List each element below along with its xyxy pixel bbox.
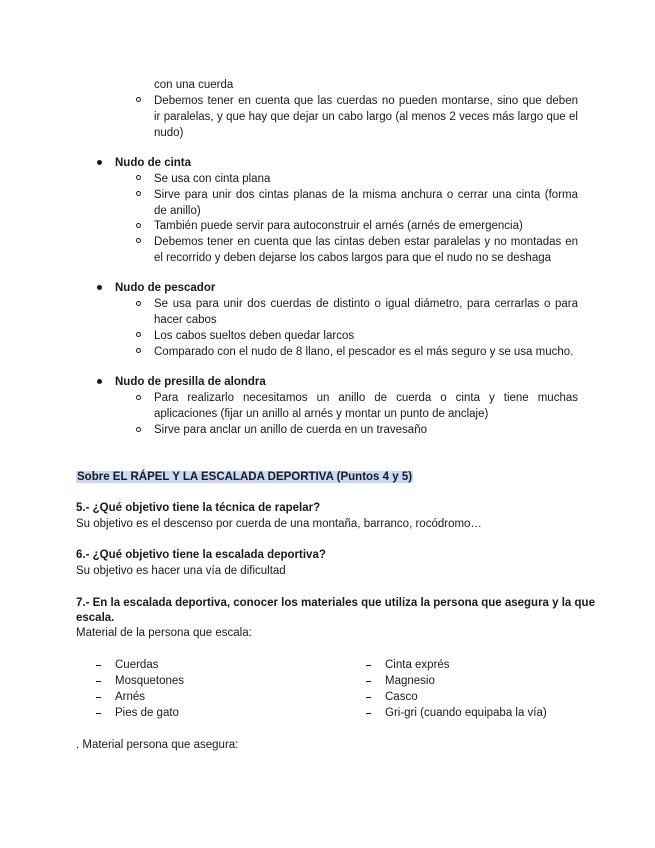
- list-item: Casco: [385, 691, 418, 703]
- text-line: nudo): [154, 127, 184, 139]
- text-line: ir paralelas, y que hay que dejar un cabo largo (al menos 2 veces más largo que el: [154, 111, 578, 123]
- circle-bullet-icon: [136, 191, 141, 196]
- text-line: Sirve para unir dos cintas planas de la misma anchura o cerrar una cinta (forma: [154, 189, 578, 201]
- dash-bullet-icon: [96, 665, 101, 666]
- list-item: Pies de gato: [115, 707, 179, 719]
- question-5: 5.- ¿Qué objetivo tiene la técnica de rapelar?: [76, 502, 321, 514]
- section-heading-text: Sobre EL RÁPEL Y LA ESCALADA DEPORTIVA (Puntos 4 y 5): [77, 471, 413, 483]
- list-item: Mosquetones: [115, 675, 185, 687]
- disc-bullet-icon: [97, 285, 102, 290]
- dash-bullet-icon: [366, 713, 371, 714]
- list-item: Magnesio: [385, 675, 435, 687]
- circle-bullet-icon: [136, 238, 141, 243]
- circle-bullet-icon: [136, 223, 141, 228]
- dash-bullet-icon: [366, 681, 371, 682]
- section-heading: [76, 470, 413, 485]
- list-item: Cuerdas: [115, 659, 159, 671]
- list-item: Arnés: [115, 691, 146, 703]
- text-line: Los cabos sueltos deben quedar larcos: [154, 330, 355, 342]
- disc-bullet-icon: [97, 160, 102, 165]
- circle-bullet-icon: [136, 301, 141, 306]
- answer-6: Su objetivo es hacer una vía de dificultad: [76, 565, 286, 577]
- disc-bullet-icon: [97, 379, 102, 384]
- text-line: Se usa con cinta plana: [154, 173, 271, 185]
- knot-title-cinta: Nudo de cinta: [115, 157, 192, 169]
- question-7-cont: escala.: [76, 612, 115, 624]
- text-line: aplicaciones (fijar un anillo al arnés y montar un punto de anclaje): [154, 408, 489, 420]
- materials-intro: Material de la persona que escala:: [76, 627, 252, 639]
- circle-bullet-icon: [136, 97, 141, 102]
- knot-title-presilla: Nudo de presilla de alondra: [115, 376, 266, 388]
- text-line: hacer cabos: [154, 314, 217, 326]
- text-line: de anillo): [154, 205, 201, 217]
- materials-outro: . Material persona que asegura:: [76, 739, 239, 751]
- text-line: Se usa para unir dos cuerdas de distinto o igual diámetro, para cerrarlas o para: [154, 298, 578, 310]
- text-line: Comparado con el nudo de 8 llano, el pescador es el más seguro y se usa mucho.: [154, 346, 574, 358]
- text-line: Debemos tener en cuenta que las cuerdas no pueden montarse, sino que deben: [154, 95, 578, 107]
- text-line: Sirve para anclar un anillo de cuerda en un travesaño: [154, 424, 427, 436]
- dash-bullet-icon: [366, 665, 371, 666]
- circle-bullet-icon: [136, 175, 141, 180]
- question-7: 7.- En la escalada deportiva, conocer los materiales que utiliza la persona que asegura y la que: [76, 597, 595, 609]
- dash-bullet-icon: [366, 697, 371, 698]
- circle-bullet-icon: [136, 395, 141, 400]
- text-line: el recorrido y deben dejarse los cabos largos para que el nudo no se deshaga: [154, 252, 552, 264]
- dash-bullet-icon: [96, 681, 101, 682]
- question-6: 6.- ¿Qué objetivo tiene la escalada deportiva?: [76, 549, 326, 561]
- text-line: con una cuerda: [154, 79, 234, 91]
- dash-bullet-icon: [96, 697, 101, 698]
- list-item: Gri-gri (cuando equipaba la vía): [385, 707, 547, 719]
- text-line: También puede servir para autoconstruir el arnés (arnés de emergencia): [154, 220, 523, 232]
- circle-bullet-icon: [136, 348, 141, 353]
- dash-bullet-icon: [96, 713, 101, 714]
- answer-5: Su objetivo es el descenso por cuerda de una montaña, barranco, rocódromo…: [76, 518, 482, 530]
- text-line: Para realizarlo necesitamos un anillo de cuerda o cinta y tiene muchas: [154, 392, 578, 404]
- text-line: Debemos tener en cuenta que las cintas deben estar paralelas y no montadas en: [154, 236, 578, 248]
- knot-title-pescador: Nudo de pescador: [115, 282, 216, 294]
- circle-bullet-icon: [136, 427, 141, 432]
- list-item: Cinta exprés: [385, 659, 450, 671]
- circle-bullet-icon: [136, 332, 141, 337]
